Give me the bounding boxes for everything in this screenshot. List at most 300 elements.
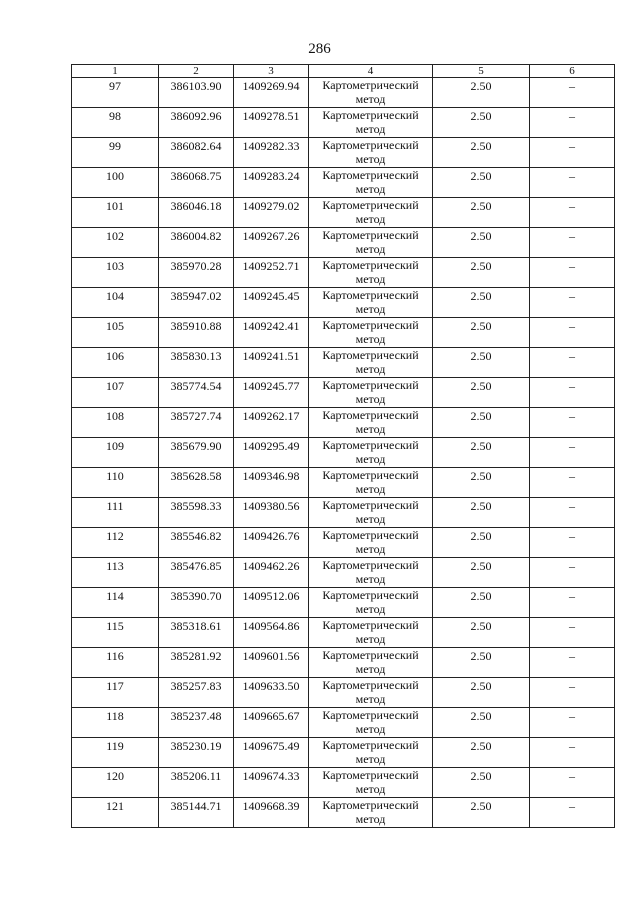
note-cell	[530, 78, 615, 108]
method-text-line1: Картометрический	[322, 618, 419, 632]
note-cell	[530, 738, 615, 768]
method-cell	[309, 288, 433, 318]
note-cell	[530, 168, 615, 198]
point-number-cell	[72, 798, 159, 828]
accuracy-cell	[433, 618, 530, 648]
method-cell	[309, 588, 433, 618]
y-coordinate-cell	[234, 408, 309, 438]
x-coordinate-cell-text: 385230.19	[170, 739, 222, 753]
y-coordinate-cell	[234, 528, 309, 558]
accuracy-cell-text: 2.50	[470, 439, 492, 453]
note-cell	[530, 258, 615, 288]
x-coordinate-cell	[159, 738, 234, 768]
y-coordinate-cell	[234, 138, 309, 168]
y-coordinate-cell	[234, 678, 309, 708]
y-coordinate-cell	[234, 618, 309, 648]
accuracy-cell	[433, 138, 530, 168]
y-coordinate-cell	[234, 648, 309, 678]
note-cell	[530, 348, 615, 378]
accuracy-cell-text: 2.50	[470, 589, 492, 603]
x-coordinate-cell-text: 385774.54	[170, 379, 222, 393]
point-number-cell	[72, 378, 159, 408]
accuracy-cell-text: 2.50	[470, 709, 492, 723]
x-coordinate-cell-text: 385318.61	[170, 619, 222, 633]
accuracy-cell-text: 2.50	[470, 799, 492, 813]
accuracy-cell-text: 2.50	[470, 109, 492, 123]
method-text-line2: метод	[355, 812, 386, 826]
point-number-cell-text: 110	[106, 469, 124, 483]
table-row	[72, 168, 615, 198]
accuracy-cell-text: 2.50	[470, 139, 492, 153]
accuracy-cell-text: 2.50	[470, 379, 492, 393]
table-row	[72, 648, 615, 678]
point-number-cell-text: 101	[106, 199, 124, 213]
x-coordinate-cell-text: 385970.28	[170, 259, 222, 273]
method-text-line2: метод	[355, 422, 386, 436]
header-row	[72, 65, 615, 78]
y-coordinate-cell-text: 1409675.49	[242, 739, 300, 753]
method-cell	[309, 228, 433, 258]
point-number-cell	[72, 588, 159, 618]
point-number-cell-text: 115	[106, 619, 124, 633]
point-number-cell-text: 119	[106, 739, 124, 753]
point-number-cell	[72, 78, 159, 108]
method-cell	[309, 528, 433, 558]
point-number-cell-text: 102	[106, 229, 124, 243]
x-coordinate-cell	[159, 288, 234, 318]
table-row	[72, 288, 615, 318]
method-text-line2: метод	[355, 332, 386, 346]
note-cell-text: –	[569, 319, 575, 333]
method-text-line2: метод	[355, 362, 386, 376]
note-cell-text: –	[569, 739, 575, 753]
table-row	[72, 438, 615, 468]
y-coordinate-cell-text: 1409267.26	[242, 229, 300, 243]
accuracy-cell	[433, 348, 530, 378]
point-number-cell-text: 103	[106, 259, 124, 273]
method-text-line1: Картометрический	[322, 138, 419, 152]
method-text-line1: Картометрический	[322, 498, 419, 512]
y-coordinate-cell	[234, 498, 309, 528]
note-cell	[530, 708, 615, 738]
x-coordinate-cell-text: 386092.96	[170, 109, 222, 123]
table-row	[72, 678, 615, 708]
method-text-line1: Картометрический	[322, 258, 419, 272]
point-number-cell	[72, 348, 159, 378]
note-cell	[530, 288, 615, 318]
note-cell-text: –	[569, 679, 575, 693]
point-number-cell-text: 116	[106, 649, 124, 663]
y-coordinate-cell-text: 1409601.56	[242, 649, 300, 663]
note-cell-text: –	[569, 109, 575, 123]
method-text-line1: Картометрический	[322, 318, 419, 332]
note-cell-text: –	[569, 619, 575, 633]
note-cell-text: –	[569, 199, 575, 213]
method-text-line2: метод	[355, 152, 386, 166]
x-coordinate-cell	[159, 138, 234, 168]
table-row	[72, 348, 615, 378]
method-cell	[309, 678, 433, 708]
method-text-line1: Картометрический	[322, 168, 419, 182]
point-number-cell-text: 109	[106, 439, 124, 453]
method-text-line2: метод	[355, 692, 386, 706]
method-text-line2: метод	[355, 452, 386, 466]
header-col-4: 4	[309, 65, 433, 78]
table-row	[72, 378, 615, 408]
accuracy-cell-text: 2.50	[470, 409, 492, 423]
accuracy-cell-text: 2.50	[470, 499, 492, 513]
note-cell	[530, 648, 615, 678]
y-coordinate-cell	[234, 738, 309, 768]
y-coordinate-cell	[234, 228, 309, 258]
x-coordinate-cell-text: 385390.70	[170, 589, 222, 603]
y-coordinate-cell-text: 1409426.76	[242, 529, 300, 543]
y-coordinate-cell-text: 1409241.51	[242, 349, 300, 363]
method-text-line1: Картометрический	[322, 288, 419, 302]
point-number-cell-text: 97	[109, 79, 121, 93]
y-coordinate-cell-text: 1409262.17	[242, 409, 300, 423]
accuracy-cell-text: 2.50	[470, 349, 492, 363]
point-number-cell-text: 107	[106, 379, 124, 393]
point-number-cell	[72, 768, 159, 798]
accuracy-cell	[433, 738, 530, 768]
table-row	[72, 558, 615, 588]
table-header	[72, 65, 615, 78]
method-cell	[309, 648, 433, 678]
point-number-cell-text: 104	[106, 289, 124, 303]
method-cell	[309, 738, 433, 768]
method-cell	[309, 168, 433, 198]
x-coordinate-cell	[159, 378, 234, 408]
point-number-cell-text: 100	[106, 169, 124, 183]
method-text-line1: Картометрический	[322, 768, 419, 782]
method-text-line1: Картометрический	[322, 108, 419, 122]
accuracy-cell	[433, 768, 530, 798]
coordinates-table	[71, 64, 615, 828]
method-text-line1: Картометрический	[322, 648, 419, 662]
y-coordinate-cell	[234, 588, 309, 618]
accuracy-cell-text: 2.50	[470, 559, 492, 573]
accuracy-cell-text: 2.50	[470, 529, 492, 543]
x-coordinate-cell	[159, 408, 234, 438]
method-text-line2: метод	[355, 602, 386, 616]
accuracy-cell	[433, 498, 530, 528]
y-coordinate-cell-text: 1409283.24	[242, 169, 300, 183]
table-row	[72, 108, 615, 138]
point-number-cell-text: 105	[106, 319, 124, 333]
note-cell-text: –	[569, 799, 575, 813]
y-coordinate-cell-text: 1409512.06	[242, 589, 300, 603]
point-number-cell	[72, 168, 159, 198]
x-coordinate-cell	[159, 468, 234, 498]
x-coordinate-cell	[159, 558, 234, 588]
y-coordinate-cell-text: 1409295.49	[242, 439, 300, 453]
method-text-line2: метод	[355, 302, 386, 316]
table-row	[72, 228, 615, 258]
method-cell	[309, 318, 433, 348]
method-text-line2: метод	[355, 542, 386, 556]
note-cell	[530, 618, 615, 648]
table-row	[72, 258, 615, 288]
y-coordinate-cell-text: 1409665.67	[242, 709, 300, 723]
table-row	[72, 408, 615, 438]
y-coordinate-cell	[234, 468, 309, 498]
x-coordinate-cell-text: 385947.02	[170, 289, 222, 303]
note-cell	[530, 138, 615, 168]
x-coordinate-cell	[159, 78, 234, 108]
note-cell-text: –	[569, 649, 575, 663]
x-coordinate-cell-text: 385598.33	[170, 499, 222, 513]
method-text-line1: Картометрический	[322, 348, 419, 362]
table-row	[72, 708, 615, 738]
method-cell	[309, 468, 433, 498]
header-col-5: 5	[433, 65, 530, 78]
method-text-line2: метод	[355, 782, 386, 796]
x-coordinate-cell-text: 385206.11	[170, 769, 222, 783]
note-cell-text: –	[569, 259, 575, 273]
method-cell	[309, 558, 433, 588]
method-text-line2: метод	[355, 722, 386, 736]
point-number-cell-text: 112	[106, 529, 124, 543]
accuracy-cell	[433, 168, 530, 198]
y-coordinate-cell	[234, 198, 309, 228]
point-number-cell-text: 108	[106, 409, 124, 423]
point-number-cell-text: 118	[106, 709, 124, 723]
x-coordinate-cell-text: 385257.83	[170, 679, 222, 693]
x-coordinate-cell-text: 385628.58	[170, 469, 222, 483]
header-col-1: 1	[72, 65, 159, 78]
table-row	[72, 198, 615, 228]
note-cell-text: –	[569, 409, 575, 423]
point-number-cell-text: 106	[106, 349, 124, 363]
note-cell	[530, 378, 615, 408]
method-text-line1: Картометрический	[322, 678, 419, 692]
table-row	[72, 498, 615, 528]
method-text-line2: метод	[355, 92, 386, 106]
point-number-cell-text: 120	[106, 769, 124, 783]
method-text-line2: метод	[355, 752, 386, 766]
accuracy-cell	[433, 378, 530, 408]
accuracy-cell-text: 2.50	[470, 679, 492, 693]
y-coordinate-cell	[234, 318, 309, 348]
note-cell-text: –	[569, 229, 575, 243]
y-coordinate-cell-text: 1409346.98	[242, 469, 300, 483]
x-coordinate-cell	[159, 168, 234, 198]
method-text-line1: Картометрический	[322, 378, 419, 392]
method-cell	[309, 378, 433, 408]
y-coordinate-cell-text: 1409279.02	[242, 199, 300, 213]
note-cell	[530, 678, 615, 708]
note-cell-text: –	[569, 289, 575, 303]
header-col-3: 3	[234, 65, 309, 78]
y-coordinate-cell-text: 1409269.94	[242, 79, 300, 93]
method-text-line2: метод	[355, 242, 386, 256]
note-cell-text: –	[569, 709, 575, 723]
y-coordinate-cell-text: 1409242.41	[242, 319, 300, 333]
point-number-cell-text: 121	[106, 799, 124, 813]
accuracy-cell-text: 2.50	[470, 649, 492, 663]
method-text-line1: Картометрический	[322, 588, 419, 602]
method-cell	[309, 798, 433, 828]
table-row	[72, 618, 615, 648]
x-coordinate-cell	[159, 648, 234, 678]
method-text-line1: Картометрический	[322, 198, 419, 212]
method-cell	[309, 768, 433, 798]
note-cell-text: –	[569, 589, 575, 603]
method-text-line1: Картометрический	[322, 408, 419, 422]
accuracy-cell	[433, 468, 530, 498]
method-text-line1: Картометрический	[322, 558, 419, 572]
y-coordinate-cell-text: 1409252.71	[242, 259, 300, 273]
x-coordinate-cell	[159, 588, 234, 618]
accuracy-cell	[433, 288, 530, 318]
x-coordinate-cell	[159, 618, 234, 648]
accuracy-cell-text: 2.50	[470, 169, 492, 183]
accuracy-cell	[433, 648, 530, 678]
point-number-cell	[72, 738, 159, 768]
point-number-cell	[72, 708, 159, 738]
x-coordinate-cell-text: 385679.90	[170, 439, 222, 453]
y-coordinate-cell-text: 1409674.33	[242, 769, 300, 783]
method-cell	[309, 138, 433, 168]
method-text-line2: метод	[355, 182, 386, 196]
method-cell	[309, 498, 433, 528]
x-coordinate-cell	[159, 798, 234, 828]
accuracy-cell-text: 2.50	[470, 289, 492, 303]
header-col-2: 2	[159, 65, 234, 78]
note-cell	[530, 468, 615, 498]
note-cell-text: –	[569, 499, 575, 513]
point-number-cell	[72, 618, 159, 648]
x-coordinate-cell	[159, 708, 234, 738]
table-row	[72, 468, 615, 498]
x-coordinate-cell	[159, 228, 234, 258]
method-text-line2: метод	[355, 272, 386, 286]
method-text-line2: метод	[355, 512, 386, 526]
y-coordinate-cell-text: 1409282.33	[242, 139, 300, 153]
point-number-cell	[72, 468, 159, 498]
method-text-line2: метод	[355, 212, 386, 226]
point-number-cell	[72, 228, 159, 258]
method-cell	[309, 408, 433, 438]
x-coordinate-cell	[159, 438, 234, 468]
point-number-cell-text: 98	[109, 109, 121, 123]
x-coordinate-cell-text: 386103.90	[170, 79, 222, 93]
y-coordinate-cell-text: 1409380.56	[242, 499, 300, 513]
method-text-line1: Картометрический	[322, 738, 419, 752]
accuracy-cell	[433, 528, 530, 558]
x-coordinate-cell-text: 386046.18	[170, 199, 222, 213]
note-cell-text: –	[569, 529, 575, 543]
note-cell	[530, 498, 615, 528]
accuracy-cell-text: 2.50	[470, 259, 492, 273]
accuracy-cell-text: 2.50	[470, 319, 492, 333]
table-body	[72, 78, 615, 828]
accuracy-cell	[433, 438, 530, 468]
x-coordinate-cell	[159, 498, 234, 528]
table-row	[72, 78, 615, 108]
table-row	[72, 798, 615, 828]
x-coordinate-cell-text: 385546.82	[170, 529, 222, 543]
accuracy-cell	[433, 258, 530, 288]
point-number-cell	[72, 558, 159, 588]
x-coordinate-cell	[159, 768, 234, 798]
point-number-cell	[72, 678, 159, 708]
note-cell	[530, 528, 615, 558]
note-cell	[530, 588, 615, 618]
y-coordinate-cell	[234, 378, 309, 408]
point-number-cell	[72, 498, 159, 528]
table-row	[72, 138, 615, 168]
point-number-cell-text: 113	[106, 559, 124, 573]
method-text-line1: Картометрический	[322, 798, 419, 812]
y-coordinate-cell	[234, 168, 309, 198]
y-coordinate-cell-text: 1409245.45	[242, 289, 300, 303]
point-number-cell	[72, 648, 159, 678]
accuracy-cell-text: 2.50	[470, 229, 492, 243]
accuracy-cell	[433, 588, 530, 618]
y-coordinate-cell	[234, 288, 309, 318]
point-number-cell-text: 114	[106, 589, 124, 603]
point-number-cell	[72, 108, 159, 138]
note-cell	[530, 198, 615, 228]
note-cell-text: –	[569, 169, 575, 183]
accuracy-cell-text: 2.50	[470, 739, 492, 753]
y-coordinate-cell	[234, 558, 309, 588]
note-cell	[530, 558, 615, 588]
point-number-cell	[72, 258, 159, 288]
accuracy-cell-text: 2.50	[470, 769, 492, 783]
x-coordinate-cell-text: 386082.64	[170, 139, 222, 153]
accuracy-cell	[433, 108, 530, 138]
note-cell-text: –	[569, 439, 575, 453]
y-coordinate-cell-text: 1409668.39	[242, 799, 300, 813]
table-row	[72, 318, 615, 348]
point-number-cell-text: 117	[106, 679, 124, 693]
method-text-line1: Картометрический	[322, 438, 419, 452]
point-number-cell	[72, 138, 159, 168]
x-coordinate-cell-text: 385237.48	[170, 709, 222, 723]
method-text-line2: метод	[355, 392, 386, 406]
y-coordinate-cell	[234, 438, 309, 468]
x-coordinate-cell	[159, 108, 234, 138]
y-coordinate-cell	[234, 708, 309, 738]
y-coordinate-cell	[234, 798, 309, 828]
point-number-cell-text: 99	[109, 139, 121, 153]
header-col-6: 6	[530, 65, 615, 78]
note-cell	[530, 798, 615, 828]
point-number-cell	[72, 318, 159, 348]
y-coordinate-cell-text: 1409564.86	[242, 619, 300, 633]
y-coordinate-cell	[234, 348, 309, 378]
method-cell	[309, 198, 433, 228]
method-text-line1: Картометрический	[322, 228, 419, 242]
point-number-cell	[72, 408, 159, 438]
note-cell-text: –	[569, 139, 575, 153]
y-coordinate-cell-text: 1409633.50	[242, 679, 300, 693]
accuracy-cell-text: 2.50	[470, 79, 492, 93]
x-coordinate-cell	[159, 528, 234, 558]
x-coordinate-cell-text: 385727.74	[170, 409, 222, 423]
x-coordinate-cell-text: 385910.88	[170, 319, 222, 333]
table-row	[72, 768, 615, 798]
accuracy-cell	[433, 318, 530, 348]
y-coordinate-cell-text: 1409278.51	[242, 109, 300, 123]
method-text-line1: Картометрический	[322, 528, 419, 542]
note-cell	[530, 108, 615, 138]
accuracy-cell	[433, 558, 530, 588]
point-number-cell-text: 111	[106, 499, 124, 513]
